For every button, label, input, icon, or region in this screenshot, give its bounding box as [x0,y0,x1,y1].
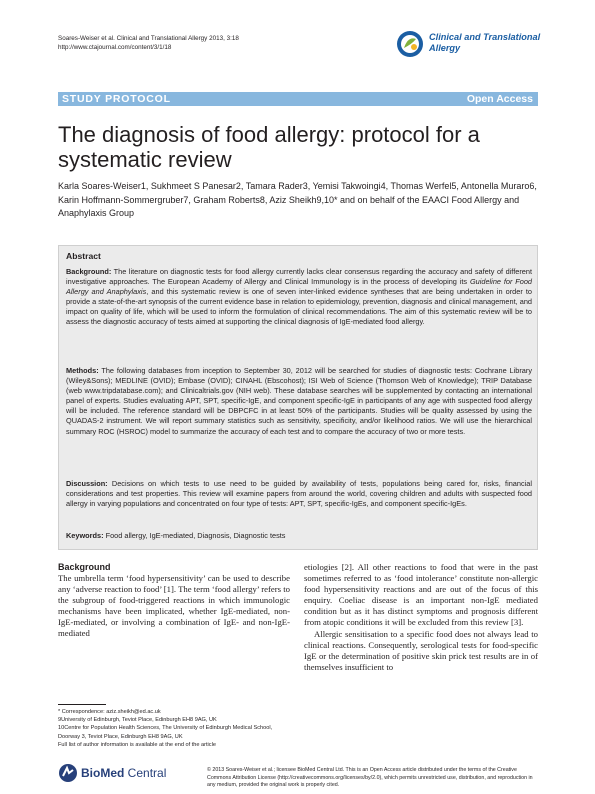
correspondence-note: * Correspondence: aziz.sheikh@ed.ac.uk [58,709,161,715]
biomed-central-icon [58,763,78,783]
abstract-keywords: Keywords: Food allergy, IgE-mediated, Diagnosis, Diagnostic tests [66,531,286,540]
publisher-logo [58,763,178,785]
paragraph: Allergic sensitisation to a specific food does not always lead to clinical reactions. Consequently, serological tests for food-specific IgE or the determination of positive skin prick test results are in of themselves insufficient to [304,628,538,672]
abstract-heading: Abstract [66,251,101,261]
section-heading: Background [58,562,111,572]
footnote-divider [58,704,106,705]
article-type-banner [58,92,538,106]
footnotes [58,708,290,749]
paragraph: etiologies [2]. All other reactions to food that were in the past sometimes referred to as ‘food intolerance’ constitute non-allergic food hypersensitivity reactions and are out of the focus of this enquiry. Coeliac disease is an important non-IgE mediated condition but as it has distinct symptoms and prognosis different from atopic conditions it will be excluded from this review [3]. [304,562,538,628]
license-text: © 2013 Soares-Weiser et al.; licensee BioMed Central Ltd. This is an Open Access article distributed under the terms of the Creative Commons Attribution License (http://creativecommons.org/licenses/by/2.0), which permits unrestricted use, distribution, and reproduction in any medium, provided the original work is properly cited. [207,767,533,789]
body-left-column [58,562,290,640]
abstract-background: Background: The literature on diagnostic tests for food allergy currently lacks clear consensus regarding the accuracy and safety of different investigative approaches. The European Academy of Allergy and Clinical Immunology is in the process of developing its Guideline for Food Allergy and Anaphylaxis, and this systematic review is one of seven inter-linked evidence syntheses that are being undertaken in order to provide a state-of-the-art synopsis of the current evidence base in relation to epidemiology, prevention, diagnosis and clinical management, and impact on quality of life, which will be used to inform the formulation of clinical recommendations. The aim of this systematic review will be to assess the diagnostic accuracy of tests aimed at supporting the clinical diagnosis of IgE-mediated food allergy. [66,267,533,327]
journal-logo-icon [396,30,424,58]
affiliation-note: 9University of Edinburgh, Teviot Place, Edinburgh EH8 9AG, UK [58,717,217,724]
journal-name: Clinical and Translational Allergy [429,32,541,53]
paragraph: The umbrella term ‘food hypersensitivity’ can be used to describe any ‘adverse reaction to food’ [1]. The term ‘food allergy’ refers to the subgroup of food-triggered reactions in which immunologic mechanisms have been implicated, whether IgE-mediated, non-IgE-mediated, or involving a combination of IgE- and non-IgE-mediated [58,573,290,639]
author-list: Karla Soares-Weiser1, Sukhmeet S Panesar2, Tamara Rader3, Yemisi Takwoingi4, Thomas Werfel5, Antonella Muraro6, Karin Hoffmann-Sommergruber7, Graham Roberts8, Aziz Sheikh9,10* and on behalf of the EAACI Food Allergy and Anaphylaxis Group [58,181,537,218]
publisher-name: BioMed Central [81,766,167,780]
article-type-label: STUDY PROTOCOL [62,93,171,105]
journal-citation-header [58,34,239,52]
affiliation-note: 10Centre for Population Health Sciences, The University of Edinburgh Medical School, Doorway 3, Teviot Place, Edinburgh EH8 9AG, UK [58,725,273,740]
body-right-column [304,562,538,673]
open-access-label: Open Access [466,93,533,105]
abstract-box [58,245,538,550]
author-info-note: Full list of author information is available at the end of the article [58,741,216,748]
abstract-discussion: Discussion: Decisions on which tests to use need to be guided by availability of tests, populations being cared for, risks, financial considerations and test properties. This review will examine papers from around the world, covering children and adults with suspected food allergy in varying populations and concentrated on four type of tests: APT, SPT, specific-IgEs, and component specific-IgEs. [66,479,532,509]
article-url[interactable]: http://www.ctajournal.com/content/3/1/18 [58,44,172,51]
abstract-methods: Methods: The following databases from inception to September 30, 2012 will be searched for studies of diagnostic tests: Cochrane Library (Wiley&Sons); MEDLINE (OVID); Embase (OVID); CINAHL (Ebscohost); ISI Web of Science (Thomson Web of Knowledge); TRIP Database (web www.tripdatabase.com); and Clinicaltrials.gov (NIH web). These database searches will be supplemented by contacting an international panel of experts. Studies evaluating APT, SPT, specific-IgE, and component specific-IgE in participants of any age with suspected food allergy will be included. The reference standard will be DBPCFC in at least 50% of the participants. Studies will be quality assessed by using the QUADAS-2 instrument. We will report summary statistics such as sensitivity, specificity, and/or likelihood ratios. We will use the hierarchical summary ROC (HSROC) model to summarize the accuracy of each test and to compare the accuracy of two or more tests. [66,366,532,436]
journal-logo [396,28,546,72]
article-title: The diagnosis of food allergy: protocol for a systematic review [58,122,480,172]
citation-line: Soares-Weiser et al. Clinical and Translational Allergy 2013, 3:18 [58,35,239,42]
